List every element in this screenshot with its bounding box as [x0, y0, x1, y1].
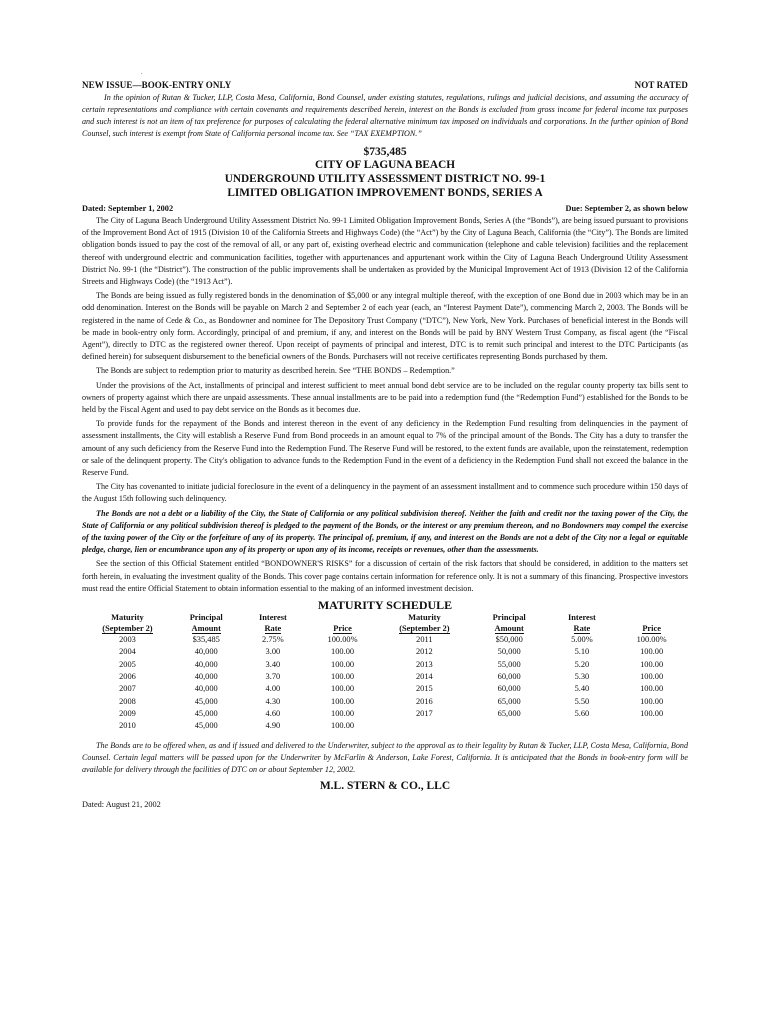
- header-price-left: Price: [333, 623, 352, 633]
- header-interest-right: Interest Rate: [568, 613, 596, 633]
- header-row: [82, 80, 688, 90]
- closing-paragraph: The Bonds are to be offered when, as and if issued and delivered to the Underwriter, subject to the approval as to their legality by Rutan & Tucker, LLP, Costa Mesa, California, Bond Counsel. Certain legal matters will be passed upon for the Underwriter by McFarlin & Anderson, Lake Forest, California. It is anticipated that the Bonds in book-entry form will be available for delivery through the facilities of DTC on or about September 12, 2002.: [82, 741, 688, 775]
- issue-amount: $735,485: [363, 146, 407, 158]
- paragraph-foreclosure: The City has covenanted to initiate judicial foreclosure in the event of a delinquency in the payment of an assessment installment and to commence such procedure within 150 days of the August 15th following such delinquency.: [82, 482, 688, 504]
- rating-status: NOT RATED: [634, 80, 688, 90]
- table-row: 2008 45,000 4.30 100.00 2016 65,000 5.50 100.00: [119, 696, 664, 706]
- paragraph-not-a-debt: The Bonds are not a debt or a liability of the City, the State of California or any political subdivision thereof. Neither the faith and credit nor the taxing power of the City, the State of California or any political subdivision thereof is pledged to the payment of the Bonds, or the interest or any premium thereon, and no Bondowners may compel the exercise of the taxing power of the City or the forfeiture of any of its property. The principal of, premium, if any, and interest on the Bonds are not a debt of the City nor a legal or equitable pledge, charge, lien or encumbrance upon any of its property or upon any of its income, receipts or revenues, other than the assessments.: [82, 508, 688, 555]
- header-maturity-right: Maturity (September 2): [399, 613, 450, 633]
- table-row: 2009 45,000 4.60 100.00 2017 65,000 5.60 100.00: [119, 708, 664, 718]
- underwriter-name: M.L. STERN & CO., LLC: [319, 780, 451, 793]
- issue-type: NEW ISSUE—BOOK-ENTRY ONLY: [82, 80, 232, 90]
- paragraph-installments: Under the provisions of the Act, installments of principal and interest sufficient to meet annual bond debt service are to be included on the regular county property tax bills sent to owners of property against which there are unpaid assessments. These annual installments are to be paid into a redemption fund (the “Redemption Fund”) established for the Bonds to be held by the Fiscal Agent and used to pay debt service on the Bonds as it becomes due.: [82, 380, 688, 415]
- paragraph-purpose: The City of Laguna Beach Underground Utility Assessment District No. 99-1 Limited Obligation Improvement Bonds, Series A (the “Bonds”), are being issued pursuant to provisions of the Improvement Bond Act of 1915 (Division 10 of the California Streets and Highways Code) (the “Act”) by the City of Laguna Beach, California (the “City”). The Bonds are limited obligation bonds issued to pay the cost of the removal of all, or any part of, existing overhead electric and communication (telephone and cable television) facilities and the replacement thereof with underground electric and communication facilities, together with appurtenances and appurtenant work within the City of Laguna Beach Underground Utility Assessment District No. 99-1 (the “District”). The construction of the public improvements shall be undertaken as provided by the Municipal Improvement Act of 1913 (Division 12 of the California Streets and Highways Code) (the “1913 Act”).: [82, 216, 688, 287]
- header-principal-left: Principal Amount: [189, 613, 223, 633]
- stray-mark: .: [141, 70, 143, 76]
- paragraph-reserve-fund: To provide funds for the repayment of the Bonds and interest thereon in the event of any deficiency in the Redemption Fund resulting from delinquencies in the payment of assessment installments, the City will establish a Reserve Fund from Bond proceeds in an amount equal to 7% of the principal amount of the Bonds. The City has a duty to transfer the amount of any such deficiency from the Reserve Fund into the Redemption Fund. The Reserve Fund will be restored, to the extent funds are available, upon the reinstatement, redemption or sale of the delinquent property. The City's obligation to advance funds to the Redemption Fund in the event of a deficiency in the Redemption Fund shall not exceed the balance in the Reserve Fund.: [82, 419, 688, 478]
- paragraph-redemption: The Bonds are subject to redemption prior to maturity as described herein. See “THE BONDS – Redemption.”: [96, 366, 455, 376]
- issuer-title-line-3: LIMITED OBLIGATION IMPROVEMENT BONDS, SERIES A: [227, 187, 543, 199]
- table-row: 2007 40,000 4.00 100.00 2015 60,000 5.40 100.00: [119, 684, 664, 694]
- table-row: 2004 40,000 3.00 100.00 2012 50,000 5.10 100.00: [119, 647, 664, 657]
- dated-date: Dated: September 1, 2002: [82, 204, 174, 213]
- statement-date: Dated: August 21, 2002: [82, 800, 161, 810]
- schedule-header-row: [82, 613, 688, 634]
- header-interest-left: Interest Rate: [258, 613, 287, 633]
- official-statement-cover: [82, 80, 688, 809]
- table-row: 2006 40,000 3.70 100.00 2014 60,000 5.30 100.00: [119, 671, 664, 681]
- tax-opinion: In the opinion of Rutan & Tucker, LLP, Costa Mesa, California, Bond Counsel, under existing statutes, regulations, rulings and judicial decisions, and assuming the accuracy of certain representations and compliance with certain covenants and requirements described herein, interest on the Bonds is excluded from gross income for federal income tax purposes and such interest is not an item of tax preference for purposes of calculating the federal alternative minimum tax imposed on individuals and corporations. In the further opinion of Bond Counsel, such interest is exempt from State of California personal income tax. See “TAX EXEMPTION.”: [82, 93, 688, 138]
- maturity-schedule-title: MATURITY SCHEDULE: [317, 598, 453, 613]
- schedule-body: [82, 634, 688, 732]
- dated-due-row: [82, 204, 688, 213]
- maturity-schedule-table: [82, 613, 688, 732]
- issuer-title-line-1: CITY OF LAGUNA BEACH: [314, 159, 456, 171]
- due-date: Due: September 2, as shown below: [565, 204, 688, 213]
- header-principal-right: Principal Amount: [492, 613, 526, 633]
- paragraph-registration: The Bonds are being issued as fully registered bonds in the denomination of $5,000 or any integral multiple thereof, with the exception of one Bond due in 2003 which may be in an odd denomination. Interest on the Bonds will be payable on March 2 and September 2 of each year (each, an “Interest Payment Date”), commencing March 2, 2003. The Bonds will be registered in the name of Cede & Co., as Bondowner and nominee for The Depository Trust Company (“DTC”), New York, New York. Purchases of beneficial interest in the Bonds will be made in book-entry only form. Accordingly, principal of and premium, if any, and interest on the Bonds will be paid by BNY Western Trust Company, as fiscal agent (the “Fiscal Agent”), directly to DTC as the registered owner thereof. Upon receipt of payments of principal and interest, DTC is to remit such principal and interest to the DTC Participants (as defined herein) for subsequent disbursement to the beneficial owners of the Bonds. Purchasers will not receive certificates representing Bonds purchased by them.: [82, 291, 688, 362]
- header-price-right: Price: [642, 623, 661, 633]
- issuer-title-line-2: UNDERGROUND UTILITY ASSESSMENT DISTRICT NO. 99-1: [224, 173, 546, 185]
- table-row: 2005 40,000 3.40 100.00 2013 55,000 5.20 100.00: [119, 659, 664, 669]
- header-maturity-left: Maturity (September 2): [102, 613, 153, 633]
- paragraph-risks: See the section of this Official Statement entitled “BONDOWNER'S RISKS” for a discussion of certain of the risk factors that should be considered, in addition to the matters set forth herein, in evaluating the investment quality of the Bonds. This cover page contains certain information for reference only. It is not a summary of this financing. Prospective investors must read the entire Official Statement to obtain information essential to the making of an informed investment decision.: [82, 559, 688, 593]
- table-row: 2010 45,000 4.90 100.00: [119, 721, 355, 731]
- table-row: 2003 $35,485 2.75% 100.00% 2011 $50,000 5.00% 100.00%: [119, 635, 667, 645]
